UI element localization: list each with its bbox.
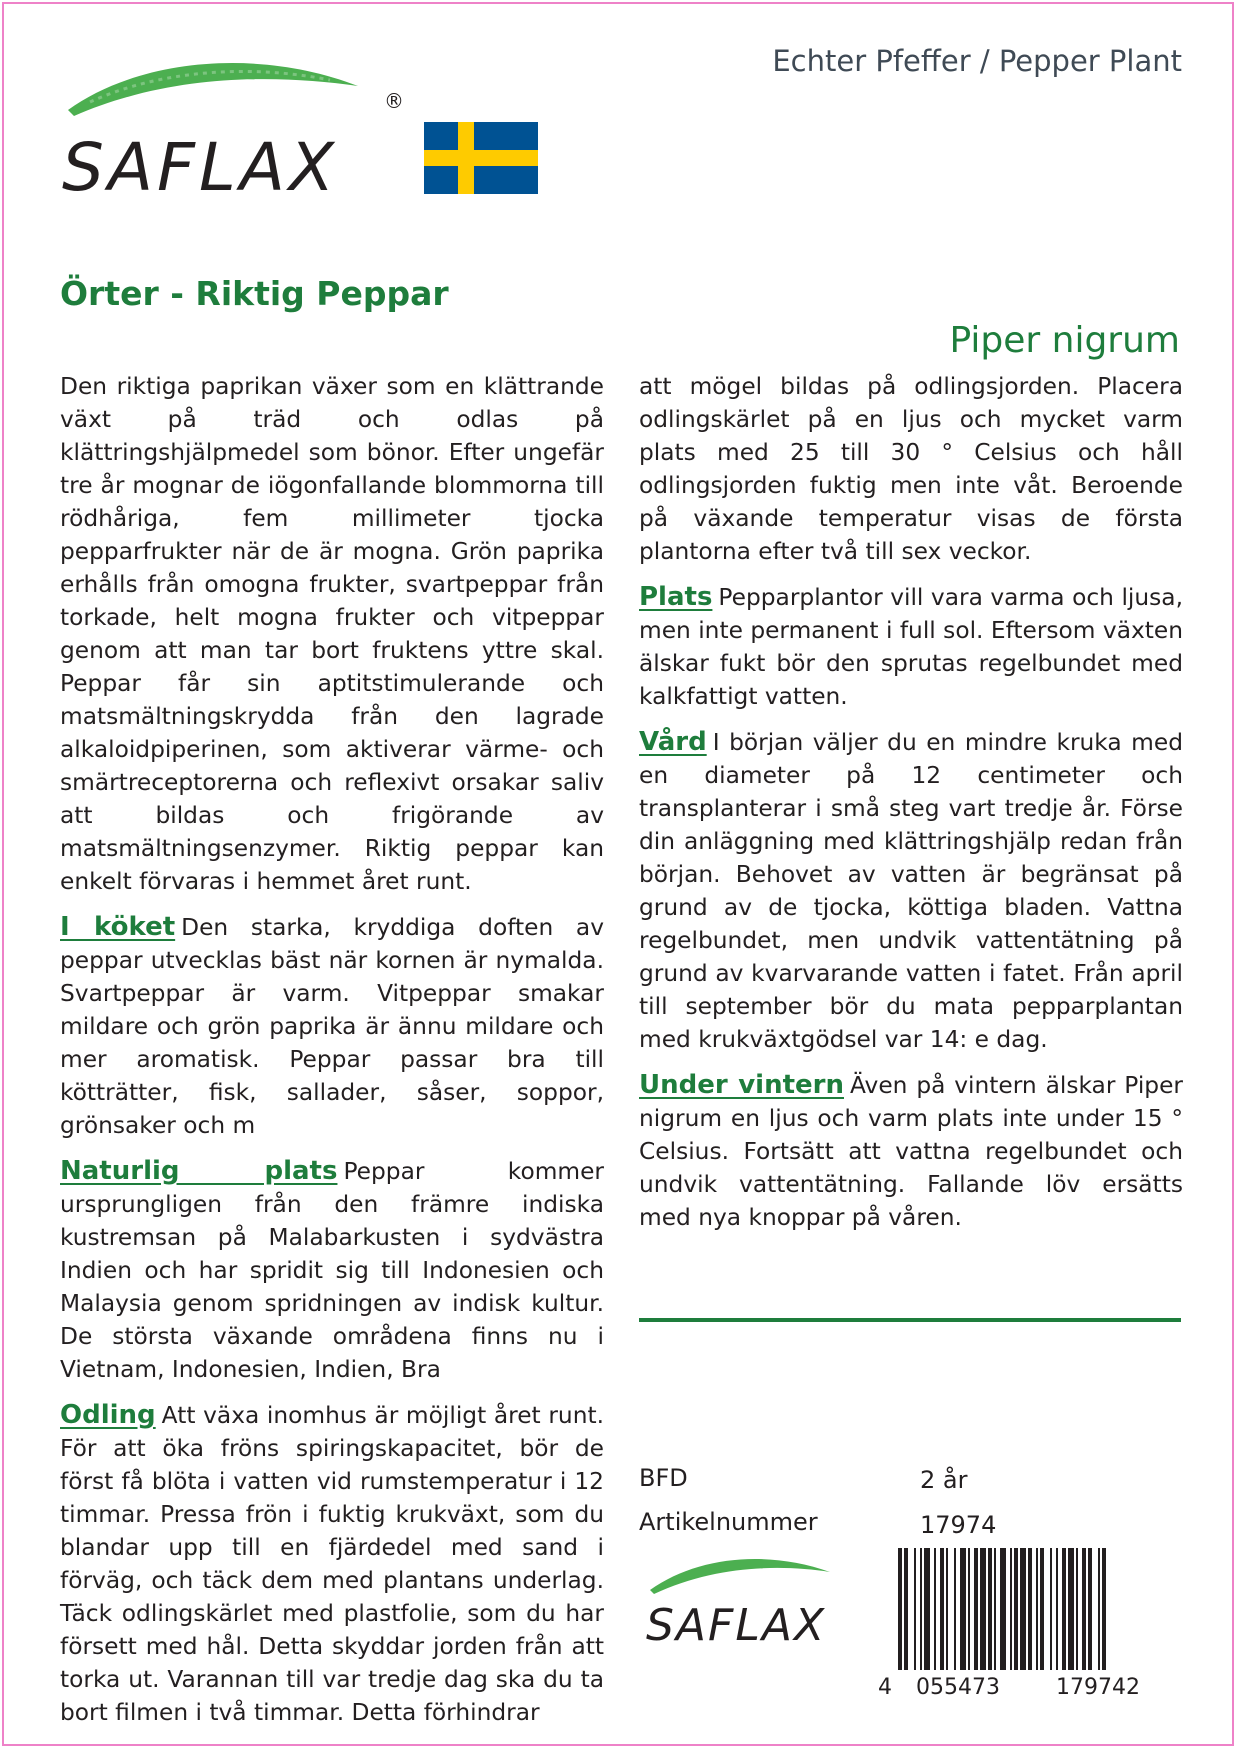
logo-wordmark: SAFLAX [62, 129, 339, 206]
barcode-bar [1036, 1548, 1038, 1688]
barcode-bar [1040, 1548, 1044, 1688]
barcode-bar [1098, 1548, 1100, 1688]
barcode-bar [904, 1548, 908, 1688]
barcode-group-2: 179742 [1056, 1675, 1140, 1698]
natural-location-heading: Naturlig plats [60, 1156, 338, 1186]
location-heading: Plats [639, 582, 713, 612]
location-text: Pepparplantor vill vara varma och ljusa, men inte permanent i full sol. Eftersom växten älskar fukt bör den sprutas regelbundet med kalkfattigt vatten. [639, 584, 1183, 710]
barcode-bar [1068, 1548, 1074, 1688]
barcode-bar [1028, 1548, 1032, 1688]
section-divider [639, 1318, 1181, 1322]
saflax-logo-small [644, 1550, 854, 1650]
registered-mark: ® [384, 89, 404, 113]
barcode-bar [1088, 1548, 1092, 1688]
article-number-value: 17974 [920, 1511, 997, 1539]
page-title: Örter - Riktig Peppar [60, 274, 449, 313]
barcode-bar [1014, 1548, 1018, 1688]
barcode-bar [1010, 1548, 1012, 1688]
barcode-bar [974, 1548, 978, 1688]
barcode-bar [968, 1548, 970, 1688]
article-number-label: Artikelnummer [639, 1508, 818, 1536]
winter-heading: Under vintern [639, 1070, 844, 1100]
kitchen-section [60, 911, 604, 1142]
natural-location-section [60, 1155, 604, 1386]
cultivation-section [60, 1399, 604, 1729]
care-section [639, 726, 1183, 1056]
header-title: Echter Pfeffer / Pepper Plant [772, 44, 1182, 78]
barcode-bar [1062, 1548, 1066, 1688]
barcode-bar [946, 1548, 948, 1688]
cultivation-continued [639, 370, 1183, 568]
leaf-arc-icon [650, 1559, 830, 1594]
barcode-bar [940, 1548, 944, 1688]
kitchen-heading: I köket [60, 912, 176, 942]
barcode [876, 1548, 1182, 1698]
intro-text: Den riktiga paprikan växer som en klättrande växt på träd och odlas på klättringshjälpmedel som bönor. Efter ungefär tre år mognar de iögonfallande blommorna till rödhåriga, fem millimeter tjocka pepparfrukter när de är mogna. Grön paprika erhålls från omogna frukter, svartpeppar från torkade, helt mogna frukter och vitpeppar genom att man tar bort fruktens yttre skal. Peppar får sin aptitstimulerande och matsmältningskrydda från den lagrade alkaloidpiperinen, som aktiverar värme- och smärtreceptorerna och reflexivt orsakar saliv att bildas och frigörande av matsmältningsenzymer. Riktig peppar kan enkelt förvaras i hemmet året runt. [60, 373, 604, 895]
logo-wordmark-small: SAFLAX [646, 1600, 827, 1650]
kitchen-text: Den starka, kryddiga doften av peppar utvecklas bäst när kornen är nymalda. Svartpeppar är varm. Vitpeppar smakar mildare och grön paprika är ännu mildare och mer aromatisk. Peppar passar bra till kötträtter, fisk, sallader, såser, soppor, grönsaker och m [60, 914, 604, 1139]
winter-section [639, 1069, 1183, 1234]
cultivation-heading: Odling [60, 1400, 156, 1430]
care-heading: Vård [639, 727, 707, 757]
barcode-bar [1000, 1548, 1006, 1688]
latin-name: Piper nigrum [949, 320, 1180, 361]
barcode-bar [980, 1548, 986, 1688]
natural-location-text: Peppar kommer ursprungligen från den främre indiska kustremsan på Malabarkusten i sydvästra Indien och har spridit sig till Indonesien och Malaysia genom spridningen av indisk kultur. De största växande områdena finns nu i Vietnam, Indonesien, Indien, Bra [60, 1158, 604, 1383]
intro-paragraph [60, 370, 604, 898]
cultivation-continued-text: att mögel bildas på odlingsjorden. Placera odlingskärlet på en ljus och mycket varm plats med 25 till 30 ° Celsius och håll odlingsjorden fuktig men inte våt. Beroende på växande temperatur visas de första plantorna efter två till sex veckor. [639, 373, 1183, 565]
barcode-bar [1082, 1548, 1086, 1688]
barcode-bar [1020, 1548, 1026, 1688]
bfd-value: 2 år [920, 1466, 968, 1494]
barcode-bar [914, 1548, 916, 1688]
saflax-logo [60, 52, 420, 212]
barcode-first-digit: 4 [878, 1675, 892, 1698]
barcode-bar [898, 1548, 902, 1688]
barcode-bar [1076, 1548, 1078, 1688]
barcode-bar [920, 1548, 922, 1688]
barcode-bar [994, 1548, 996, 1688]
barcode-bar [1102, 1548, 1106, 1688]
barcode-bar [924, 1548, 930, 1688]
barcode-bar [954, 1548, 956, 1688]
barcode-bar [960, 1548, 966, 1688]
right-column [639, 370, 1183, 1247]
barcode-bar [934, 1548, 936, 1688]
cultivation-text: Att växa inomhus är möjligt året runt. För att öka fröns spiringskapacitet, bör de först få blöta i vatten vid rumstemperatur i 12 timmar. Pressa frön i fuktig krukväxt, som du blandar upp till en fjärdedel med sand i förväg, och täck dem med plantans underlag. Täck odlingskärlet med plastfolie, som du har försett med hål. Detta skyddar jorden från att torka ut. Varannan till var tredje dag ska du ta bort filmen i två timmar. Detta förhindrar [60, 1402, 604, 1726]
barcode-group-1: 055473 [916, 1675, 1000, 1698]
barcode-bars [898, 1548, 1106, 1688]
barcode-bar [988, 1548, 992, 1688]
left-column [60, 370, 604, 1742]
winter-text: Även på vintern älskar Piper nigrum en ljus och varm plats inte under 15 ° Celsius. Fortsätt att vattna regelbundet och undvik vattentätning. Fallande löv ersätts med nya knoppar på våren. [639, 1072, 1183, 1231]
care-text: I början väljer du en mindre kruka med en diameter på 12 centimeter och transplanterar i små steg vart tredje år. Förse din anläggning med klättringshjälp redan från början. Behovet av vatten är begränsat på grund av de tjocka, köttiga bladen. Vattna regelbundet, men undvik vattentätning på grund av kvarvarande vatten i fatet. Från april till september bör du mata pepparplantan med krukväxtgödsel var 14: e dag. [639, 729, 1183, 1053]
barcode-bar [1050, 1548, 1052, 1688]
location-section [639, 581, 1183, 713]
barcode-bar [1056, 1548, 1058, 1688]
sweden-flag-icon [424, 122, 538, 194]
bfd-label: BFD [639, 1464, 688, 1492]
